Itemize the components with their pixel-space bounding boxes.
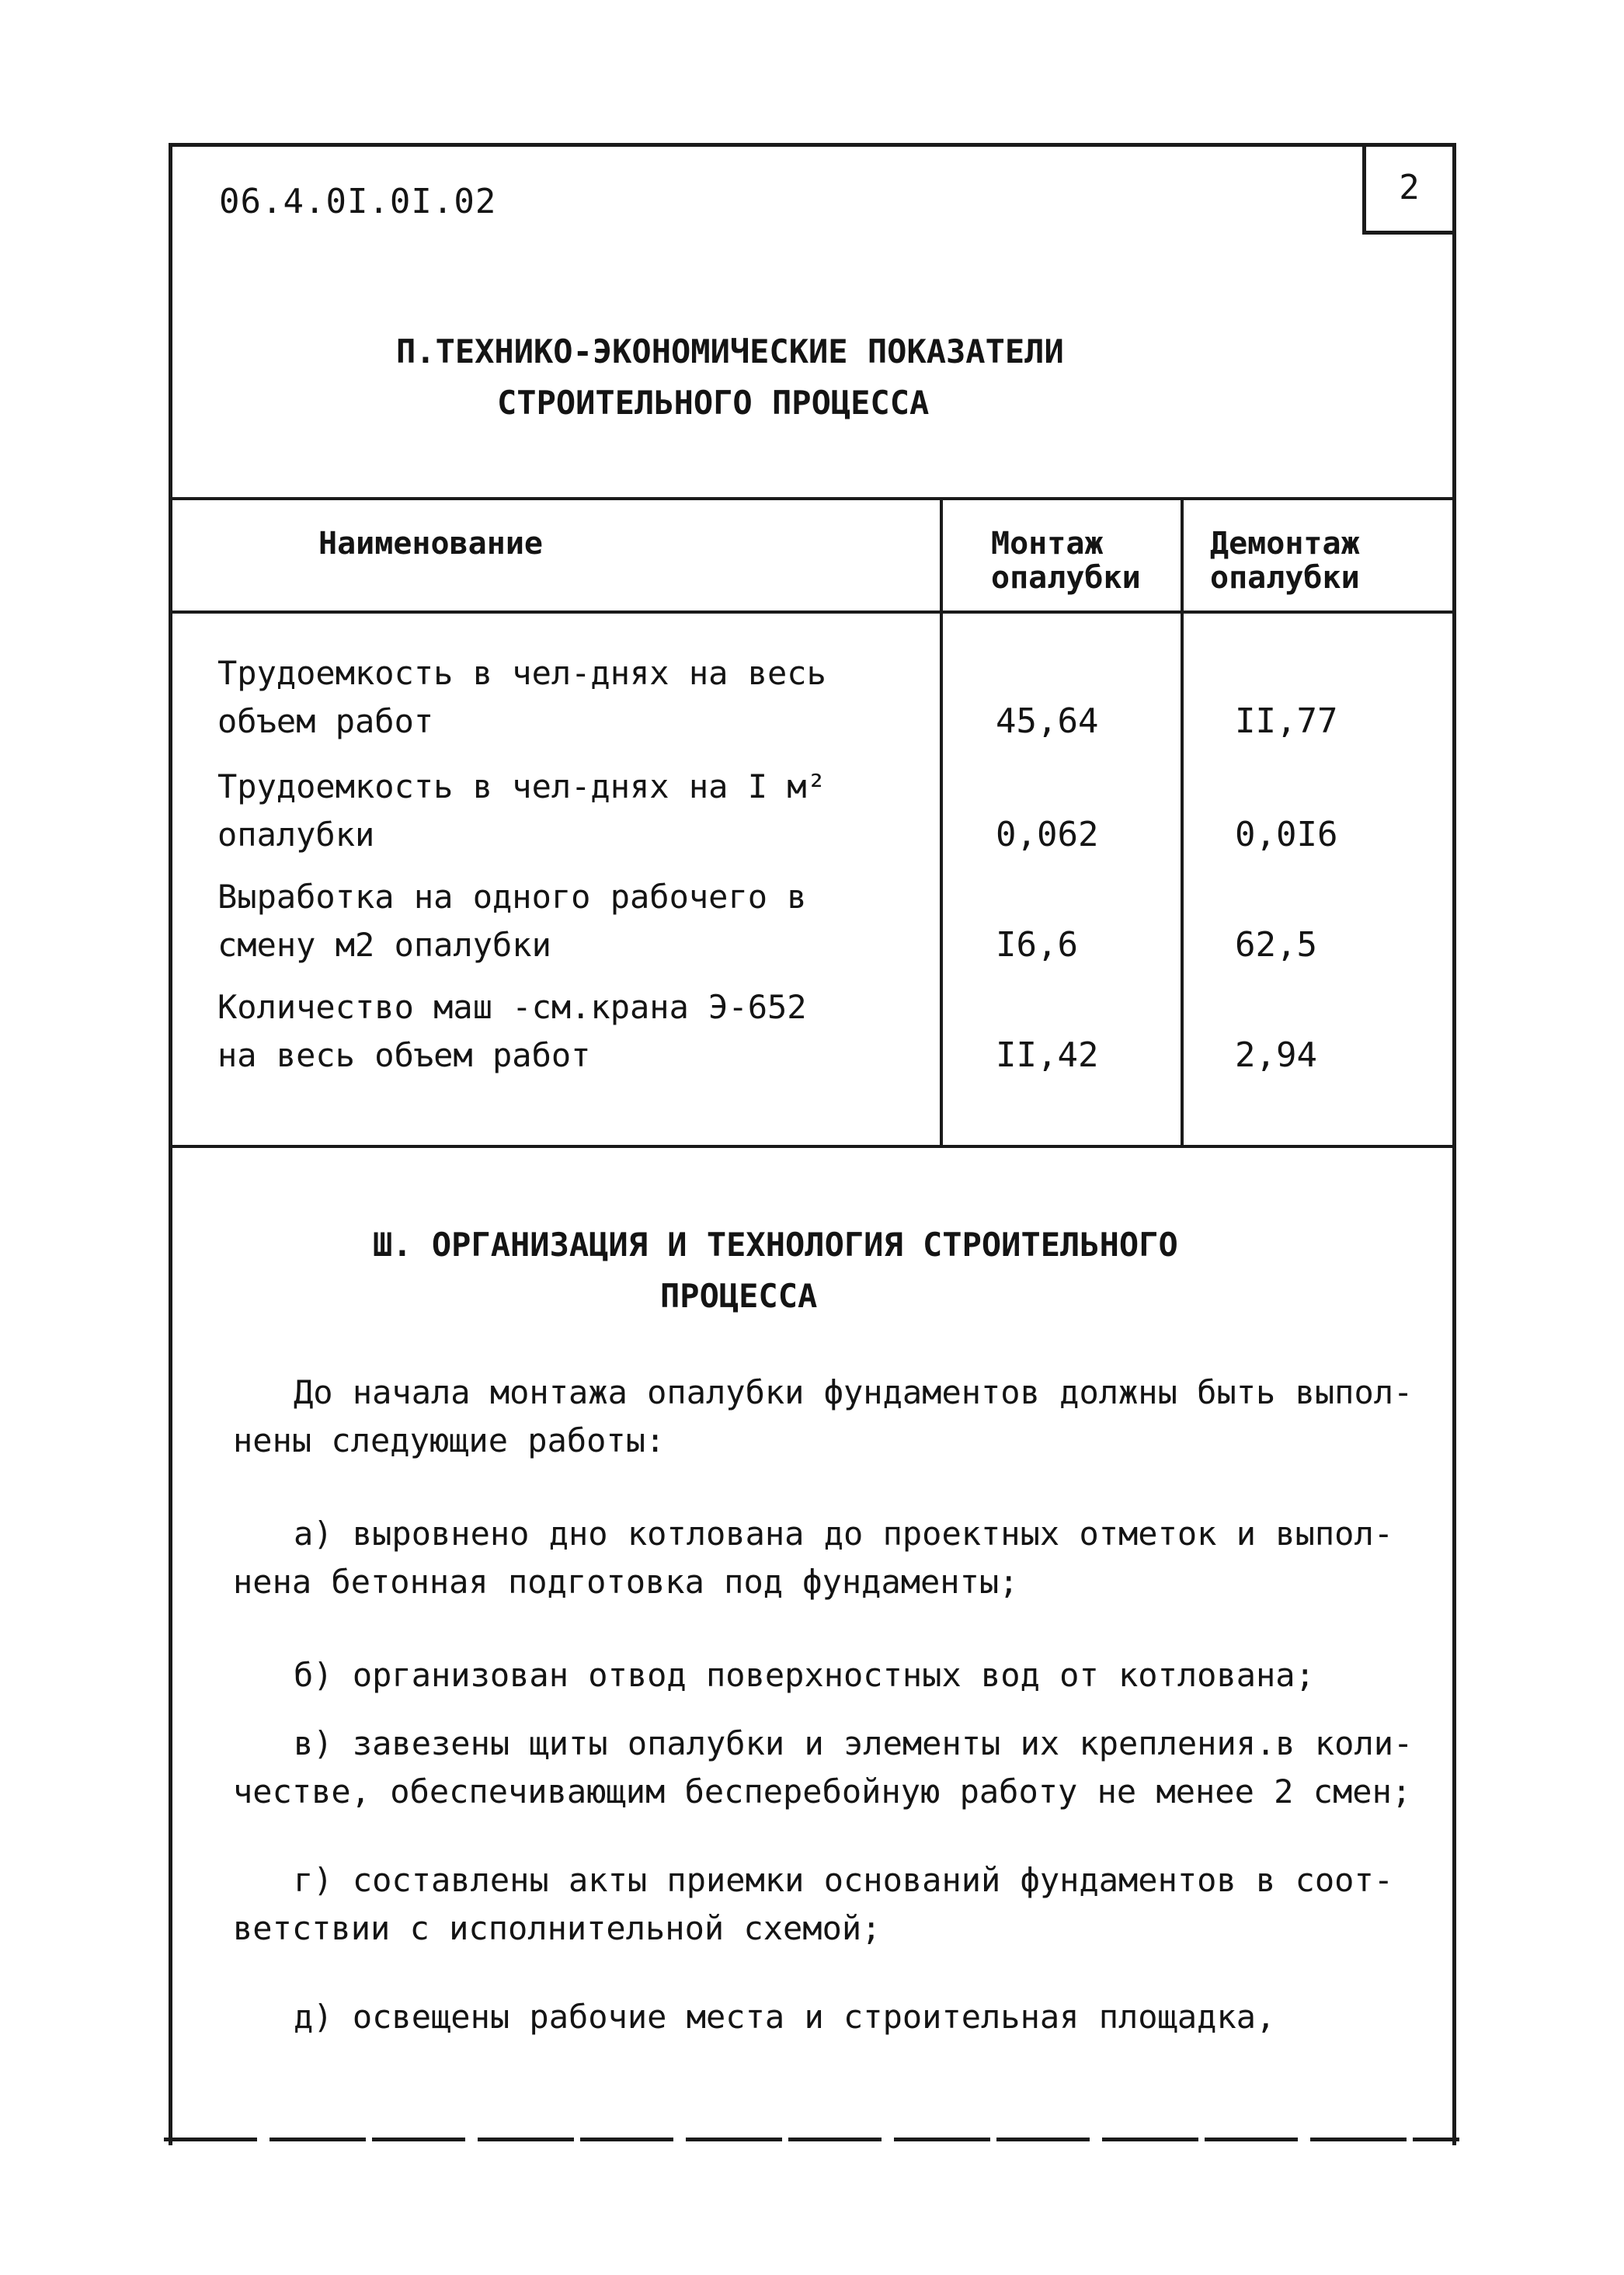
table-col-divider-2 <box>1181 497 1184 1146</box>
page-number: 2 <box>1399 168 1420 207</box>
table-header-rule <box>169 610 1456 614</box>
row-name-line1: Трудоемкость в чел-днях на I м² <box>217 767 826 805</box>
section2-title-line1: П.ТЕХНИКО-ЭКОНОМИЧЕСКИЕ ПОКАЗАТЕЛИ <box>396 332 1064 370</box>
table-cell-dismount: 62,5 <box>1235 925 1317 965</box>
document-code: 06.4.0I.0I.02 <box>219 182 497 221</box>
row-name-line1: Выработка на одного рабочего в <box>217 878 807 916</box>
table-header-mount <box>991 527 1141 595</box>
table-header-dismount-line1: Демонтаж <box>1210 526 1360 562</box>
paragraph <box>233 1856 1414 1953</box>
table-row-name <box>217 873 916 969</box>
section3-title-line1: Ш. ОРГАНИЗАЦИЯ И ТЕХНОЛОГИЯ СТРОИТЕЛЬНОГО <box>373 1226 1178 1264</box>
section2-title-line2: СТРОИТЕЛЬНОГО ПРОЦЕССА <box>497 384 930 422</box>
row-name-line2: опалубки <box>217 816 375 854</box>
table-bottom-rule <box>169 1145 1456 1148</box>
paragraph-first-line: а) выровнено дно котлована до проектных отметок и выпол- <box>294 1515 1394 1553</box>
page-number-box <box>1362 144 1452 235</box>
paragraph-continuation: честве, обеспечивающим бесперебойную работу не менее 2 смен; <box>233 1772 1412 1811</box>
bottom-rule <box>164 2138 1459 2141</box>
paragraph-first-line: д) освещены рабочие места и строительная площадка, <box>294 1998 1276 2036</box>
paragraph <box>233 1510 1414 1606</box>
row-name-line2: смену м2 опалубки <box>217 926 551 964</box>
table-cell-dismount: 2,94 <box>1235 1035 1317 1075</box>
paragraph-continuation: нены следующие работы: <box>233 1421 666 1459</box>
section3-title <box>373 1219 1382 1322</box>
table-row-name <box>217 983 916 1080</box>
row-name-line1: Трудоемкость в чел-днях на весь <box>217 654 826 692</box>
paragraph-first-line: в) завезены щиты опалубки и элементы их крепления.в коли- <box>294 1724 1414 1762</box>
table-cell-mount: 0,062 <box>996 815 1099 854</box>
table-cell-mount: 45,64 <box>996 701 1099 741</box>
paragraph-continuation: ветствии с исполнительной схемой; <box>233 1909 882 1947</box>
table-cell-dismount: 0,0I6 <box>1235 815 1338 854</box>
row-name-line1: Количество маш -см.крана Э-652 <box>217 988 807 1026</box>
section3-title-line2: ПРОЦЕССА <box>660 1277 818 1315</box>
table-row-name <box>217 649 916 746</box>
paragraph <box>233 1720 1414 1816</box>
table-header-mount-line1: Монтаж <box>991 526 1104 562</box>
table-cell-mount: II,42 <box>996 1035 1099 1075</box>
paragraph-continuation: нена бетонная подготовка под фундаменты; <box>233 1563 1019 1601</box>
paragraph <box>233 1651 1414 1699</box>
paragraph-first-line: До начала монтажа опалубки фундаментов должны быть выпол- <box>294 1373 1414 1411</box>
row-name-line2: на весь объем работ <box>217 1036 591 1074</box>
paragraph-first-line: б) организован отвод поверхностных вод от котлована; <box>294 1656 1315 1694</box>
paragraph <box>233 1993 1414 2041</box>
paragraph <box>233 1369 1414 1465</box>
table-header-dismount <box>1210 527 1360 595</box>
page-frame <box>169 143 1456 2145</box>
table-row-name <box>217 763 916 859</box>
table-cell-dismount: II,77 <box>1235 701 1338 741</box>
table-col-divider-1 <box>940 497 943 1146</box>
table-cell-mount: I6,6 <box>996 925 1078 965</box>
table-header-mount-line2: опалубки <box>991 560 1141 596</box>
table-header-name: Наименование <box>318 526 543 562</box>
table-top-rule <box>169 497 1456 500</box>
row-name-line2: объем работ <box>217 702 434 740</box>
paragraph-first-line: г) составлены акты приемки оснований фундаментов в соот- <box>294 1861 1394 1899</box>
section2-title <box>396 326 1173 429</box>
table-header-dismount-line2: опалубки <box>1210 560 1360 596</box>
